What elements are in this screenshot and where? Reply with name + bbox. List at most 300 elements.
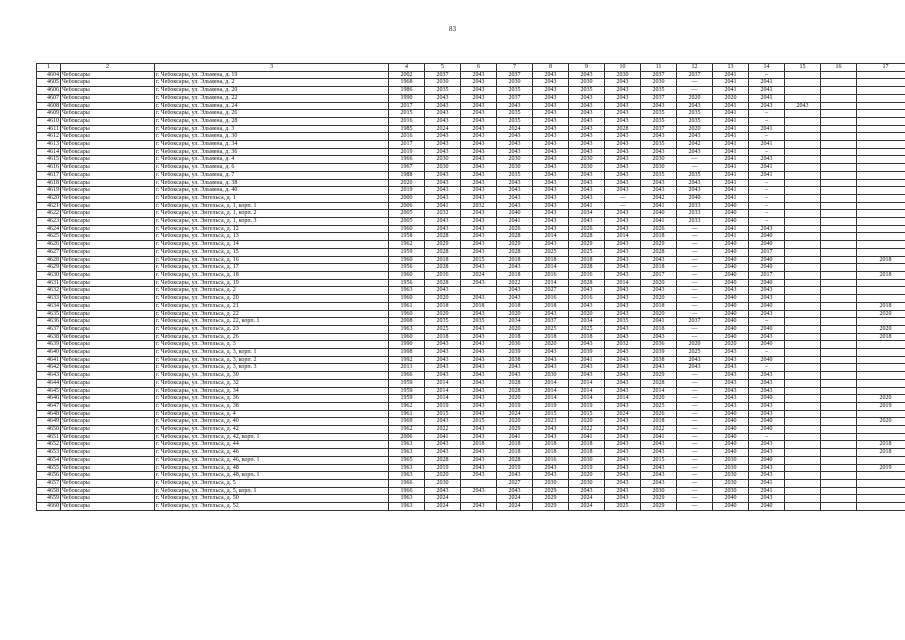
table-cell: 2040 xyxy=(677,194,713,202)
table-cell: 2018 xyxy=(497,441,533,449)
table-cell: г. Чебоксары, ул. Эльмена, д. 6 xyxy=(155,164,389,172)
table-cell: – xyxy=(749,202,785,210)
table-cell: 2020 xyxy=(389,179,425,187)
table-cell xyxy=(821,233,857,241)
table-cell xyxy=(821,441,857,449)
table-cell: 2041 xyxy=(713,148,749,156)
table-cell: 2037 xyxy=(425,71,461,79)
table-cell: 2037 xyxy=(641,125,677,133)
table-row xyxy=(37,110,905,118)
table-cell: 2043 xyxy=(569,341,605,349)
table-cell: 2040 xyxy=(713,410,749,418)
table-cell: — xyxy=(677,410,713,418)
table-cell: 2043 xyxy=(533,364,569,372)
table-cell: 2043 xyxy=(425,218,461,226)
table-cell: — xyxy=(677,472,713,480)
table-cell: 2043 xyxy=(461,141,497,149)
table-row xyxy=(37,87,905,95)
table-cell: 2041 xyxy=(713,102,749,110)
table-row xyxy=(37,387,905,395)
table-cell: 2043 xyxy=(605,456,641,464)
table-cell: г. Чебоксары, ул. Эльмена, д. 7 xyxy=(155,171,389,179)
table-cell: 2035 xyxy=(425,87,461,95)
table-cell xyxy=(785,333,821,341)
table-cell: – xyxy=(749,194,785,202)
table-cell: 2043 xyxy=(749,310,785,318)
table-cell: 2043 xyxy=(533,426,569,434)
table-cell: 2029 xyxy=(641,503,677,511)
table-cell: 2014 xyxy=(569,379,605,387)
table-cell: 4620 xyxy=(37,194,61,202)
table-cell: 2034 xyxy=(569,210,605,218)
table-cell: 2043 xyxy=(425,441,461,449)
table-cell xyxy=(821,141,857,149)
table-cell xyxy=(821,341,857,349)
table-cell xyxy=(857,171,905,179)
table-row xyxy=(37,456,905,464)
table-cell: 4655 xyxy=(37,464,61,472)
table-cell: 2043 xyxy=(641,256,677,264)
table-cell: 2043 xyxy=(533,164,569,172)
table-cell: Чебоксары xyxy=(61,225,155,233)
column-header: 4 xyxy=(389,64,425,72)
table-cell: 2043 xyxy=(569,117,605,125)
table-cell: 2043 xyxy=(641,333,677,341)
table-row xyxy=(37,464,905,472)
table-cell: 2017 xyxy=(641,271,677,279)
table-cell: 2043 xyxy=(713,387,749,395)
table-cell: 2043 xyxy=(569,372,605,380)
table-cell: Чебоксары xyxy=(61,256,155,264)
table-cell: 2041 xyxy=(749,487,785,495)
table-cell xyxy=(857,410,905,418)
table-cell: 2043 xyxy=(533,179,569,187)
table-cell: 2030 xyxy=(605,71,641,79)
table-cell: Чебоксары xyxy=(61,148,155,156)
table-cell: 4616 xyxy=(37,164,61,172)
table-cell: Чебоксары xyxy=(61,94,155,102)
table-cell: 2035 xyxy=(641,141,677,149)
table-cell: 2043 xyxy=(749,295,785,303)
table-cell: — xyxy=(677,464,713,472)
table-cell: 1959 xyxy=(389,248,425,256)
table-cell: Чебоксары xyxy=(61,426,155,434)
table-cell xyxy=(821,202,857,210)
table-cell xyxy=(857,426,905,434)
table-cell: 2043 xyxy=(569,148,605,156)
table-cell: 2028 xyxy=(497,379,533,387)
table-cell: 2043 xyxy=(749,225,785,233)
table-cell: 2015 xyxy=(425,410,461,418)
table-cell: 2030 xyxy=(497,164,533,172)
table-cell: Чебоксары xyxy=(61,241,155,249)
table-cell: 1962 xyxy=(389,241,425,249)
table-cell: 2043 xyxy=(605,487,641,495)
table-cell: 2043 xyxy=(425,148,461,156)
table-cell: 2040 xyxy=(749,256,785,264)
table-cell: 1998 xyxy=(389,349,425,357)
table-cell: г. Чебоксары, ул. Энгельса, д. 22 xyxy=(155,310,389,318)
table-cell: 2030 xyxy=(425,79,461,87)
table-cell: 4614 xyxy=(37,148,61,156)
table-cell: 2043 xyxy=(461,333,497,341)
column-header: 6 xyxy=(461,64,497,72)
table-cell xyxy=(821,87,857,95)
table-row xyxy=(37,479,905,487)
table-cell: 2020 xyxy=(677,94,713,102)
table-cell: 2041 xyxy=(749,164,785,172)
table-cell: — xyxy=(605,202,641,210)
table-cell: г. Чебоксары, ул. Энгельса, д. 4 xyxy=(155,410,389,418)
table-cell xyxy=(785,410,821,418)
table-cell: 2043 xyxy=(605,402,641,410)
table-cell: г. Чебоксары, ул. Энгельса, д. 46, корп. 1 xyxy=(155,456,389,464)
table-cell: г. Чебоксары, ул. Энгельса, д. 1, корп. 2 xyxy=(155,210,389,218)
table-cell: 2015 xyxy=(641,456,677,464)
table-cell: 2043 xyxy=(461,164,497,172)
column-header: 1 xyxy=(37,64,61,72)
table-cell: 2043 xyxy=(533,464,569,472)
table-row xyxy=(37,349,905,357)
table-cell: 1990 xyxy=(389,341,425,349)
table-cell: 2018 xyxy=(461,441,497,449)
table-row xyxy=(37,71,905,79)
table-cell: 2029 xyxy=(533,487,569,495)
table-cell xyxy=(857,503,905,511)
table-cell: 2043 xyxy=(605,148,641,156)
table-cell: 2043 xyxy=(425,117,461,125)
table-cell: 2035 xyxy=(569,87,605,95)
table-cell: 2043 xyxy=(605,210,641,218)
table-cell xyxy=(785,433,821,441)
table-row xyxy=(37,364,905,372)
table-cell: 2043 xyxy=(605,372,641,380)
table-cell: 2043 xyxy=(605,464,641,472)
table-cell: – xyxy=(749,187,785,195)
table-cell: 2024 xyxy=(497,125,533,133)
table-cell: 2030 xyxy=(713,487,749,495)
table-cell: 2043 xyxy=(605,241,641,249)
table-cell xyxy=(821,495,857,503)
table-cell: 2040 xyxy=(749,418,785,426)
table-cell: 2041 xyxy=(497,218,533,226)
table-cell: 2030 xyxy=(569,456,605,464)
table-cell: 2041 xyxy=(641,318,677,326)
table-cell: 2033 xyxy=(677,202,713,210)
table-cell: 2041 xyxy=(713,71,749,79)
table-cell: 1959 xyxy=(389,379,425,387)
column-header: 3 xyxy=(155,64,389,72)
table-cell: 2043 xyxy=(713,287,749,295)
table-cell: 2018 xyxy=(569,449,605,457)
table-cell xyxy=(857,349,905,357)
table-cell: 2040 xyxy=(749,456,785,464)
table-cell: 2025 xyxy=(533,248,569,256)
table-cell: 2040 xyxy=(713,295,749,303)
table-cell: 2018 xyxy=(857,441,905,449)
table-cell: — xyxy=(677,233,713,241)
table-cell: 2038 xyxy=(641,356,677,364)
table-row xyxy=(37,379,905,387)
table-cell: г. Чебоксары, ул. Эльмена, д. 4 xyxy=(155,156,389,164)
table-cell: 2043 xyxy=(425,187,461,195)
table-cell: 2020 xyxy=(569,418,605,426)
table-cell: г. Чебоксары, ул. Энгельса, д. 44 xyxy=(155,441,389,449)
table-cell: 2016 xyxy=(533,271,569,279)
table-cell: 2032 xyxy=(605,341,641,349)
table-cell: г. Чебоксары, ул. Энгельса, д. 1, корп. 1 xyxy=(155,202,389,210)
table-row xyxy=(37,441,905,449)
table-cell: 2043 xyxy=(497,141,533,149)
table-cell: 4615 xyxy=(37,156,61,164)
table-cell: Чебоксары xyxy=(61,133,155,141)
table-row xyxy=(37,79,905,87)
table-cell: 2043 xyxy=(605,364,641,372)
table-cell: Чебоксары xyxy=(61,248,155,256)
table-cell: 2030 xyxy=(713,479,749,487)
table-cell: 2041 xyxy=(749,141,785,149)
table-cell: 2043 xyxy=(461,356,497,364)
table-cell: Чебоксары xyxy=(61,233,155,241)
table-cell: 2018 xyxy=(857,256,905,264)
page-number: 83 xyxy=(449,25,456,33)
table-cell: 2043 xyxy=(461,410,497,418)
table-cell: г. Чебоксары, ул. Энгельса, д. 46 xyxy=(155,449,389,457)
table-cell xyxy=(821,487,857,495)
table-cell: — xyxy=(677,325,713,333)
table-cell: 2018 xyxy=(425,302,461,310)
table-cell: г. Чебоксары, ул. Энгельса, д. 30 xyxy=(155,372,389,380)
table-cell: 2040 xyxy=(713,310,749,318)
table-cell: г. Чебоксары, ул. Энгельса, д. 3, корп. 1 xyxy=(155,349,389,357)
table-cell: 2032 xyxy=(461,202,497,210)
table-cell: 2043 xyxy=(533,133,569,141)
table-row xyxy=(37,287,905,295)
table-cell: 2036 xyxy=(641,341,677,349)
table-cell: 4629 xyxy=(37,264,61,272)
table-cell: 2043 xyxy=(533,117,569,125)
table-cell: 2043 xyxy=(461,125,497,133)
table-cell: 2043 xyxy=(461,464,497,472)
table-cell xyxy=(821,133,857,141)
table-cell: 2041 xyxy=(569,433,605,441)
table-cell: 2040 xyxy=(713,279,749,287)
table-cell: 4646 xyxy=(37,395,61,403)
table-cell xyxy=(785,464,821,472)
table-cell: 2043 xyxy=(605,179,641,187)
table-cell: 2043 xyxy=(641,364,677,372)
table-cell: – xyxy=(749,148,785,156)
table-cell: 2014 xyxy=(425,379,461,387)
table-cell: 2043 xyxy=(497,133,533,141)
table-cell: 2040 xyxy=(641,210,677,218)
table-cell: 2041 xyxy=(749,479,785,487)
table-cell: 2039 xyxy=(641,349,677,357)
table-cell: — xyxy=(677,156,713,164)
table-cell: 2020 xyxy=(713,94,749,102)
table-cell xyxy=(461,287,497,295)
table-cell xyxy=(857,364,905,372)
table-cell: 2019 xyxy=(425,464,461,472)
table-cell: 1966 xyxy=(389,156,425,164)
column-header: 12 xyxy=(677,64,713,72)
table-cell: г. Чебоксары, ул. Энгельса, д. 52 xyxy=(155,503,389,511)
table-cell: 2043 xyxy=(533,225,569,233)
table-cell xyxy=(821,433,857,441)
table-cell: 2025 xyxy=(641,402,677,410)
table-cell xyxy=(785,87,821,95)
table-cell: 2019 xyxy=(497,464,533,472)
table-cell xyxy=(821,449,857,457)
table-cell xyxy=(857,94,905,102)
table-cell: 2043 xyxy=(497,472,533,480)
table-cell: 2028 xyxy=(497,456,533,464)
table-cell: 2040 xyxy=(713,433,749,441)
table-cell: 2043 xyxy=(461,102,497,110)
table-cell: Чебоксары xyxy=(61,402,155,410)
table-cell: 2043 xyxy=(605,102,641,110)
table-cell: – xyxy=(749,364,785,372)
table-cell: 2020 xyxy=(641,395,677,403)
table-cell: 2014 xyxy=(425,387,461,395)
table-cell: 2029 xyxy=(641,241,677,249)
table-cell: 2043 xyxy=(605,171,641,179)
table-cell: 2040 xyxy=(713,218,749,226)
table-cell: 2043 xyxy=(461,148,497,156)
table-cell: г. Чебоксары, ул. Эльмена, д. 38 xyxy=(155,179,389,187)
table-cell: 2043 xyxy=(749,287,785,295)
table-cell: — xyxy=(677,387,713,395)
table-cell: 2043 xyxy=(497,287,533,295)
table-cell: 2028 xyxy=(569,233,605,241)
table-cell: Чебоксары xyxy=(61,210,155,218)
table-cell: 2041 xyxy=(713,110,749,118)
column-header: 2 xyxy=(61,64,155,72)
table-cell: 2041 xyxy=(713,117,749,125)
table-cell: 2030 xyxy=(641,487,677,495)
table-cell: 2043 xyxy=(749,441,785,449)
table-cell: 2014 xyxy=(605,233,641,241)
table-cell: 2018 xyxy=(533,449,569,457)
table-cell: 2041 xyxy=(713,225,749,233)
table-cell: 2029 xyxy=(533,495,569,503)
table-cell: Чебоксары xyxy=(61,302,155,310)
table-cell: 2030 xyxy=(641,79,677,87)
table-cell xyxy=(785,449,821,457)
table-cell: 2019 xyxy=(425,402,461,410)
table-cell: 2032 xyxy=(425,210,461,218)
table-cell: 2018 xyxy=(569,333,605,341)
table-cell: 1963 xyxy=(389,495,425,503)
table-row xyxy=(37,194,905,202)
table-cell: 2017 xyxy=(749,248,785,256)
table-cell: Чебоксары xyxy=(61,310,155,318)
table-cell: г. Чебоксары, ул. Энгельса, д. 5 xyxy=(155,479,389,487)
table-cell: 2018 xyxy=(497,333,533,341)
table-cell: 2043 xyxy=(497,179,533,187)
table-cell xyxy=(821,156,857,164)
table-cell: г. Чебоксары, ул. Энгельса, д. 2 xyxy=(155,287,389,295)
table-cell: 2043 xyxy=(641,472,677,480)
table-row xyxy=(37,302,905,310)
table-cell: 2035 xyxy=(497,87,533,95)
table-cell: 2020 xyxy=(425,472,461,480)
table-cell: 4652 xyxy=(37,441,61,449)
table-cell: 2043 xyxy=(425,349,461,357)
table-cell: 2028 xyxy=(497,387,533,395)
table-row xyxy=(37,179,905,187)
table-cell: 2043 xyxy=(425,194,461,202)
table-cell: Чебоксары xyxy=(61,456,155,464)
table-row xyxy=(37,487,905,495)
table-cell: 4625 xyxy=(37,233,61,241)
table-cell: — xyxy=(677,287,713,295)
table-cell: 2033 xyxy=(677,210,713,218)
table-cell xyxy=(821,210,857,218)
table-cell: г. Чебоксары, ул. Энгельса, д. 42, корп. 1 xyxy=(155,433,389,441)
table-cell: 2043 xyxy=(605,79,641,87)
table-cell: 2043 xyxy=(533,171,569,179)
table-cell: — xyxy=(677,456,713,464)
table-cell: г. Чебоксары, ул. Эльмена, д. 2 xyxy=(155,79,389,87)
table-row xyxy=(37,164,905,172)
table-cell: 4650 xyxy=(37,426,61,434)
table-cell: 2040 xyxy=(713,426,749,434)
table-cell: 1958 xyxy=(389,233,425,241)
table-cell: 4627 xyxy=(37,248,61,256)
table-cell: 2029 xyxy=(641,372,677,380)
table-cell: 4618 xyxy=(37,179,61,187)
table-cell xyxy=(821,372,857,380)
table-cell: 2043 xyxy=(641,441,677,449)
table-cell: 2043 xyxy=(605,310,641,318)
table-cell: – xyxy=(749,110,785,118)
table-cell: г. Чебоксары, ул. Энгельса, д. 14 xyxy=(155,241,389,249)
table-cell: 2043 xyxy=(713,364,749,372)
table-cell: 2039 xyxy=(497,349,533,357)
table-cell: 1960 xyxy=(389,271,425,279)
table-cell: 2043 xyxy=(605,426,641,434)
table-cell: 2035 xyxy=(497,117,533,125)
table-cell: 2043 xyxy=(641,287,677,295)
table-cell: 2020 xyxy=(533,341,569,349)
table-cell: 2015 xyxy=(461,418,497,426)
table-row xyxy=(37,449,905,457)
table-cell: 2014 xyxy=(533,387,569,395)
table-row xyxy=(37,264,905,272)
table-cell xyxy=(821,264,857,272)
table-cell: Чебоксары xyxy=(61,341,155,349)
table-cell xyxy=(857,495,905,503)
table-cell: 2043 xyxy=(749,372,785,380)
table-cell: г. Чебоксары, ул. Энгельса, д. 5, корп. 1 xyxy=(155,487,389,495)
table-cell: 2041 xyxy=(569,356,605,364)
table-cell: — xyxy=(605,194,641,202)
table-cell: 2043 xyxy=(569,187,605,195)
table-cell: 2043 xyxy=(425,449,461,457)
table-cell: 2043 xyxy=(605,325,641,333)
table-cell xyxy=(821,110,857,118)
table-cell xyxy=(857,387,905,395)
table-cell xyxy=(785,495,821,503)
table-cell: 1963 xyxy=(389,325,425,333)
table-cell: 2005 xyxy=(389,210,425,218)
table-cell: 4656 xyxy=(37,472,61,480)
table-cell: 2043 xyxy=(497,148,533,156)
table-cell: 2040 xyxy=(713,264,749,272)
table-cell xyxy=(821,164,857,172)
table-cell xyxy=(785,318,821,326)
